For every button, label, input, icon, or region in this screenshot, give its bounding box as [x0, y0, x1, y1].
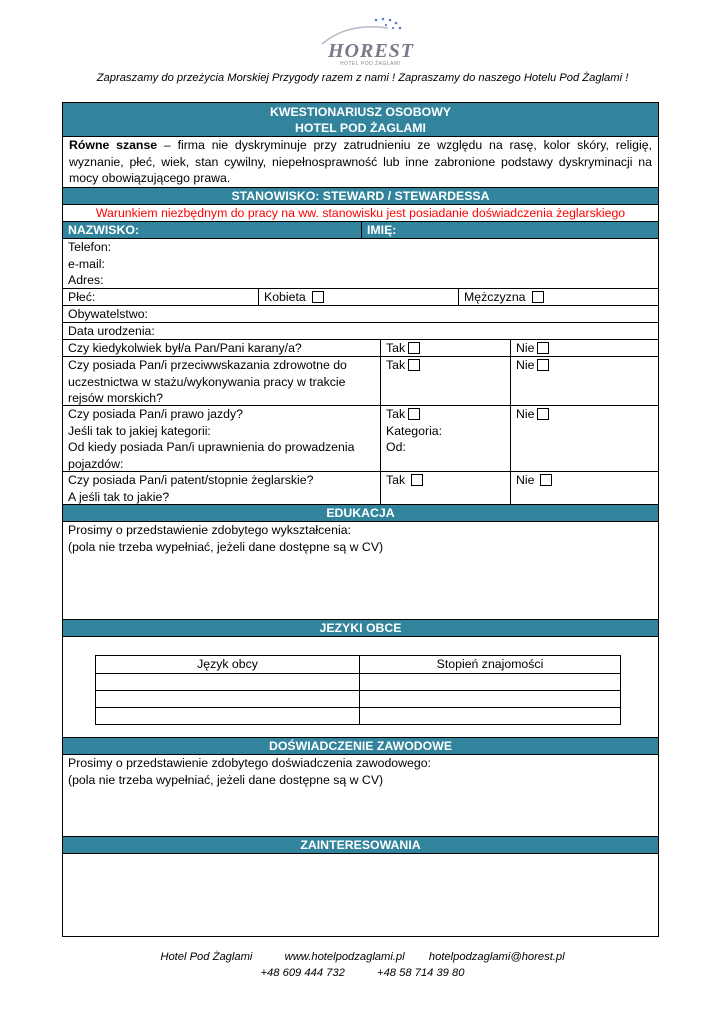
q3-no-option[interactable] — [510, 406, 658, 471]
health-row — [63, 357, 658, 406]
q3-line: Od kiedy posiada Pan/i uprawnienia do prowadzenia — [68, 440, 355, 454]
language-column-header: Język obcy — [96, 656, 360, 674]
q3-yes-label: Tak — [386, 407, 406, 421]
q3-yes-option[interactable] — [380, 406, 510, 471]
level-cell[interactable] — [360, 673, 621, 690]
footer-phone-mobile: +48 609 444 732 — [260, 967, 345, 979]
q2-yes-option[interactable] — [380, 357, 510, 405]
q2-line: rejsów morskich? — [68, 391, 163, 405]
logo-name: HOREST — [328, 40, 415, 62]
footer-email-link[interactable]: hotelpodzaglami@horest.pl — [428, 951, 565, 963]
citizenship-row[interactable]: Obywatelstwo: — [63, 306, 658, 323]
surname-label[interactable]: NAZWISKO: — [68, 223, 140, 237]
equal-opportunities — [63, 137, 658, 188]
q2-no-option[interactable] — [510, 357, 658, 405]
q1-no-checkbox[interactable] — [537, 342, 549, 354]
q3-no-label: Nie — [516, 407, 535, 421]
form-subtitle: HOTEL POD ŻAGLAMI — [295, 121, 426, 135]
q3-line: pojazdów: — [68, 456, 124, 471]
table-row[interactable] — [96, 707, 621, 724]
interests-header: ZAINTERESOWANIA — [63, 837, 658, 854]
questionnaire-form — [62, 102, 659, 937]
level-column-header: Stopień znajomości — [360, 656, 621, 674]
equal-text: – firma nie dyskryminuje przy zatrudnieniu ze względu na rasę, kolor skóry, religię, wyznanie, płeć, wiek, stan cywilny, niepełnosprawność lub inne zabronione podstawy dyskryminacji na mocy obowiązującego prawa. — [69, 138, 652, 185]
q4-label — [63, 472, 380, 504]
q3-yes-checkbox[interactable] — [408, 408, 420, 420]
q2-line: uczestnictwa w stażu/wykonywania pracy w trakcie — [68, 374, 346, 389]
q2-line: Czy posiada Pan/i przeciwwskazania zdrowotne do — [68, 358, 347, 372]
q4-no-option[interactable] — [510, 472, 658, 504]
q1-yes-checkbox[interactable] — [408, 342, 420, 354]
footer-phones — [0, 967, 725, 979]
q3-line: Jeśli tak to jakiej kategorii: — [68, 423, 211, 438]
q4-yes-option[interactable] — [380, 472, 510, 504]
q4-no-checkbox[interactable] — [540, 474, 552, 486]
address-label: Adres: — [68, 273, 104, 287]
q1-no-option[interactable] — [510, 340, 658, 356]
male-checkbox[interactable] — [532, 291, 544, 303]
education-header: EDUKACJA — [63, 505, 658, 522]
level-cell[interactable] — [360, 690, 621, 707]
firstname-label[interactable]: IMIĘ: — [361, 222, 658, 238]
q3-line: Czy posiada Pan/i prawo jazdy? — [68, 407, 243, 421]
q1-label: Czy kiedykolwiek był/a Pan/Pani karany/a? — [68, 341, 302, 355]
phone-label: Telefon: — [68, 240, 112, 254]
q2-no-checkbox[interactable] — [537, 359, 549, 371]
name-row — [63, 222, 658, 239]
horest-logo — [318, 14, 418, 66]
form-header — [63, 103, 658, 137]
q3-category-label[interactable]: Kategoria: — [386, 423, 443, 438]
language-cell[interactable] — [96, 690, 360, 707]
requirement-note: Warunkiem niezbędnym do pracy na ww. stanowisku jest posiadanie doświadczenia żeglarskiego — [63, 205, 658, 222]
experience-note: (pola nie trzeba wypełniać, jeżeli dane dostępne są w CV) — [68, 772, 384, 787]
table-row[interactable] — [96, 673, 621, 690]
form-title: KWESTIONARIUSZ OSOBOWY — [269, 105, 452, 119]
interests-field[interactable] — [63, 854, 658, 936]
q2-label — [63, 357, 380, 405]
female-label: Kobieta — [264, 290, 306, 304]
q4-no-label: Nie — [516, 473, 535, 487]
q3-since-label[interactable]: Od: — [386, 440, 406, 454]
q4-yes-checkbox[interactable] — [411, 474, 423, 486]
criminal-record-row — [63, 340, 658, 357]
footer-contact — [0, 951, 725, 963]
q1-no-label: Nie — [516, 341, 535, 355]
q2-yes-checkbox[interactable] — [408, 359, 420, 371]
q4-line: A jeśli tak to jakie? — [68, 489, 170, 504]
gender-label: Płeć: — [68, 290, 96, 304]
q3-label — [63, 406, 380, 471]
contact-block[interactable] — [63, 239, 658, 289]
language-cell[interactable] — [96, 707, 360, 724]
q2-yes-label: Tak — [386, 358, 406, 372]
footer-phone-landline: +48 58 714 39 80 — [377, 967, 465, 979]
female-checkbox[interactable] — [312, 291, 324, 303]
q4-yes-label: Tak — [386, 473, 406, 487]
experience-field[interactable] — [63, 755, 658, 837]
languages-table — [95, 655, 621, 725]
q3-no-checkbox[interactable] — [537, 408, 549, 420]
gender-row — [63, 289, 658, 306]
footer-hotel-name: Hotel Pod Żaglami — [160, 951, 253, 963]
sailing-license-row — [63, 472, 658, 505]
languages-header: JEZYKI OBCE — [63, 620, 658, 637]
q2-no-label: Nie — [516, 358, 535, 372]
tagline: Zapraszamy do przeżycia Morskiej Przygody razem z nami ! Zapraszamy do naszego Hotelu Pod Żaglami ! — [96, 72, 629, 84]
education-prompt: Prosimy o przedstawienie zdobytego wykształcenia: — [68, 523, 351, 537]
position-header: STANOWISKO: STEWARD / STEWARDESSA — [63, 188, 658, 205]
equal-label: Równe szanse — [69, 138, 158, 152]
birth-date-row[interactable]: Data urodzenia: — [63, 323, 658, 340]
table-header-row — [96, 656, 621, 674]
level-cell[interactable] — [360, 707, 621, 724]
female-option[interactable] — [258, 289, 458, 305]
language-cell[interactable] — [96, 673, 360, 690]
footer-website-link[interactable]: www.hotelpodzaglami.pl — [284, 951, 405, 963]
q1-yes-label: Tak — [386, 341, 406, 355]
q4-line: Czy posiada Pan/i patent/stopnie żeglarskie? — [68, 473, 314, 487]
experience-header: DOŚWIADCZENIE ZAWODOWE — [63, 738, 658, 755]
experience-prompt: Prosimy o przedstawienie zdobytego doświadczenia zawodowego: — [68, 756, 431, 770]
driving-license-row — [63, 406, 658, 472]
q1-yes-option[interactable] — [380, 340, 510, 356]
logo-subtitle: HOTEL POD ŻAGLAMI — [340, 61, 401, 67]
male-label: Mężczyzna — [464, 290, 526, 304]
male-option[interactable] — [458, 289, 658, 305]
email-label: e-mail: — [68, 256, 105, 271]
languages-section — [63, 637, 658, 738]
education-field[interactable] — [63, 522, 658, 620]
education-note: (pola nie trzeba wypełniać, jeżeli dane dostępne są w CV) — [68, 539, 384, 554]
table-row[interactable] — [96, 690, 621, 707]
